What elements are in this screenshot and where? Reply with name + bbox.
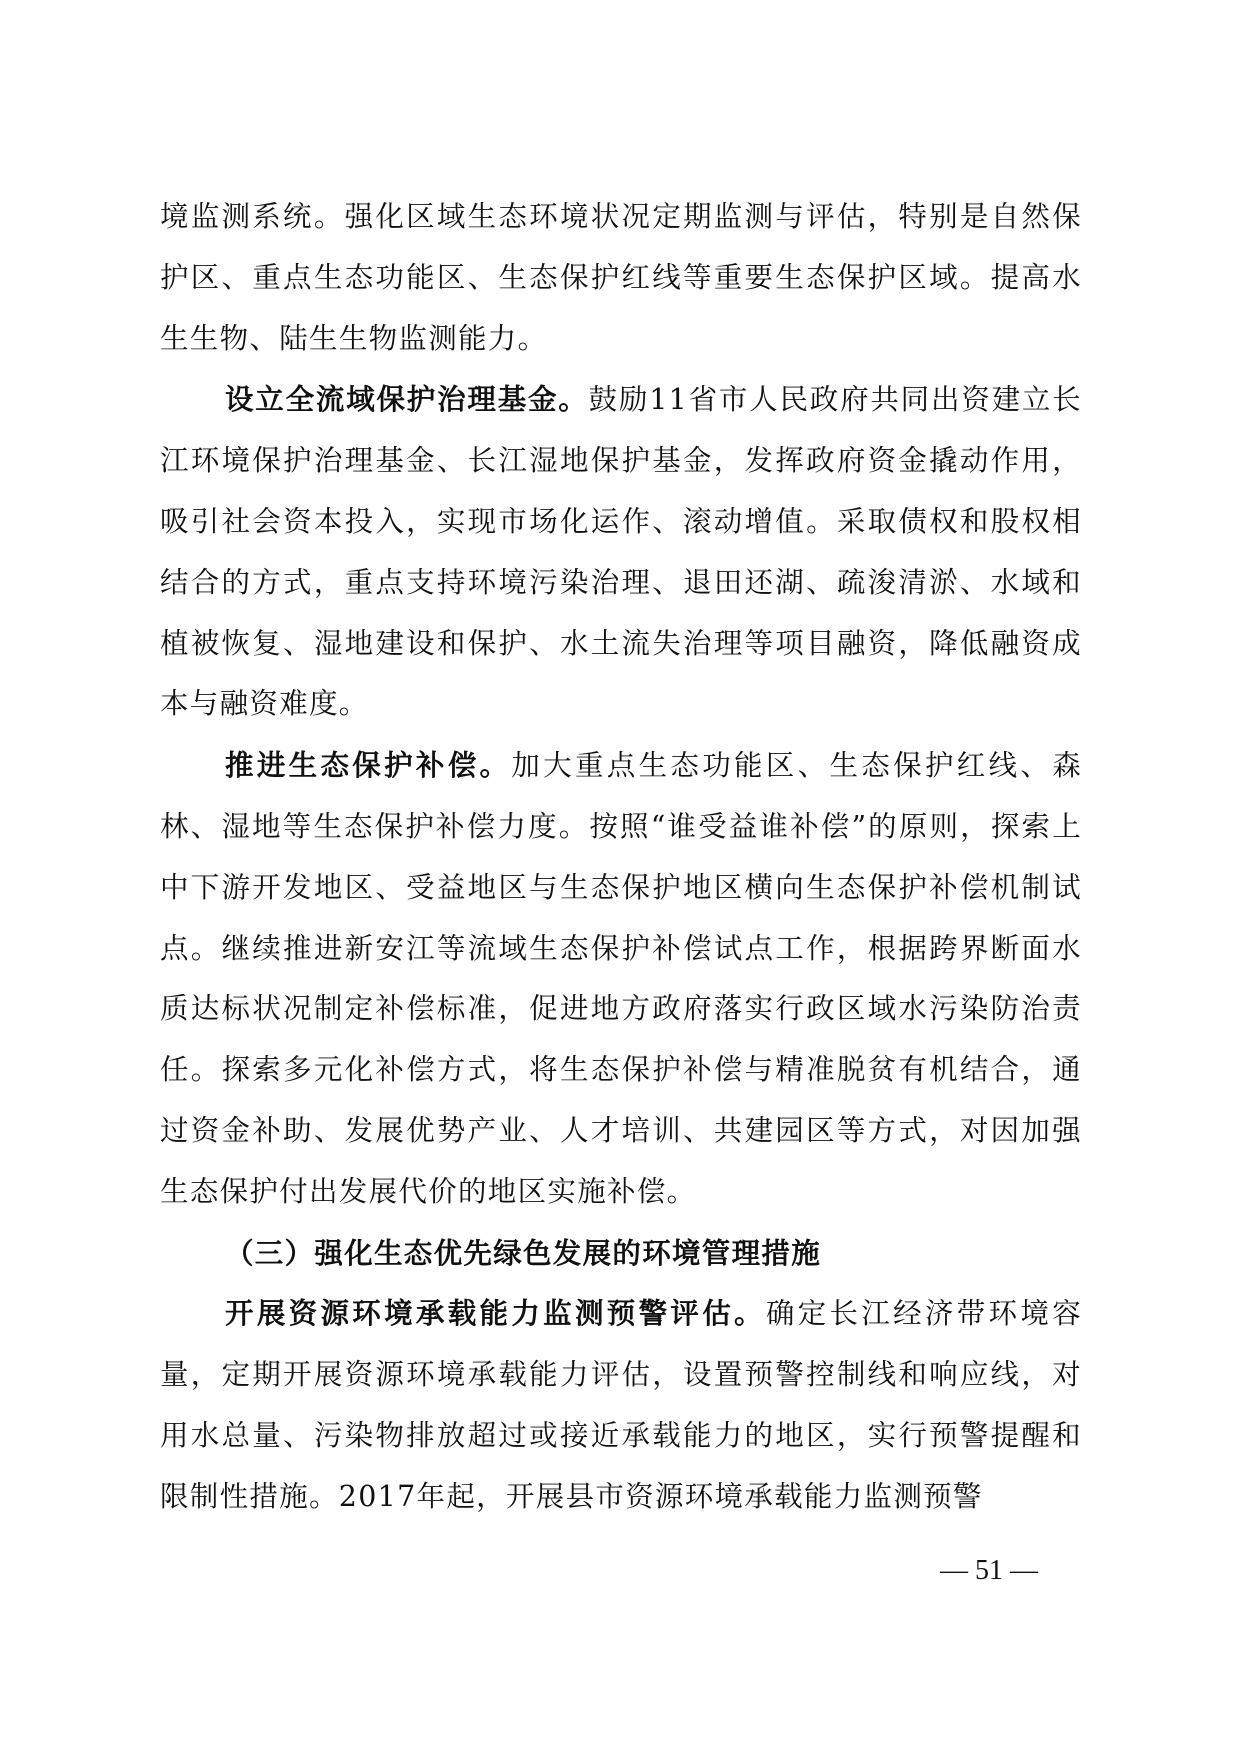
body-text: [160, 187, 1082, 1528]
paragraph-lead: 推进生态保护补偿。: [225, 748, 512, 783]
section-heading: （三）强化生态优先绿色发展的环境管理措施: [225, 1235, 822, 1270]
paragraph-monitoring: [160, 1283, 1082, 1527]
paragraph-fund: [160, 369, 1082, 735]
paragraph-text: 确定长江经济带环境容量，定期开展资源环境承载能力评估，设置预警控制线和响应线，对用水总量、污染物排放超过或接近承载能力的地区，实行预警提醒和限制性措施。2017年起，开展县市资源环境承载能力监测预警: [160, 1297, 1082, 1513]
paragraph-text: 鼓励11省市人民政府共同出资建立长江环境保护治理基金、长江湿地保护基金，发挥政府资金撬动作用，吸引社会资本投入，实现市场化运作、滚动增值。采取债权和股权相结合的方式，重点支持环境污染治理、退田还湖、疏浚清淤、水域和植被恢复、湿地建设和保护、水土流失治理等项目融资，降低融资成本与融资难度。: [160, 383, 1082, 721]
paragraph-text: 境监测系统。强化区域生态环境状况定期监测与评估，特别是自然保护区、重点生态功能区、生态保护红线等重要生态保护区域。提高水生生物、陆生生物监测能力。: [160, 200, 1082, 355]
paragraph-text: 加大重点生态功能区、生态保护红线、森林、湿地等生态保护补偿力度。按照“谁受益谁补偿”的原则，探索上中下游开发地区、受益地区与生态保护地区横向生态保护补偿机制试点。继续推进新安江等流域生态保护补偿试点工作，根据跨界断面水质达标状况制定补偿标准，促进地方政府落实行政区域水污染防治责任。探索多元化补偿方式，将生态保护补偿与精准脱贫有机结合，通过资金补助、发展优势产业、人才培训、共建园区等方式，对因加强生态保护付出发展代价的地区实施补偿。: [160, 749, 1083, 1208]
paragraph-lead: 开展资源环境承载能力监测预警评估。: [225, 1296, 766, 1331]
page-number: — 51 —: [940, 1555, 1038, 1586]
paragraph-continuation: [160, 187, 1082, 369]
paragraph-lead: 设立全流域保护治理基金。: [225, 382, 589, 417]
paragraph-compensation: [160, 735, 1082, 1222]
